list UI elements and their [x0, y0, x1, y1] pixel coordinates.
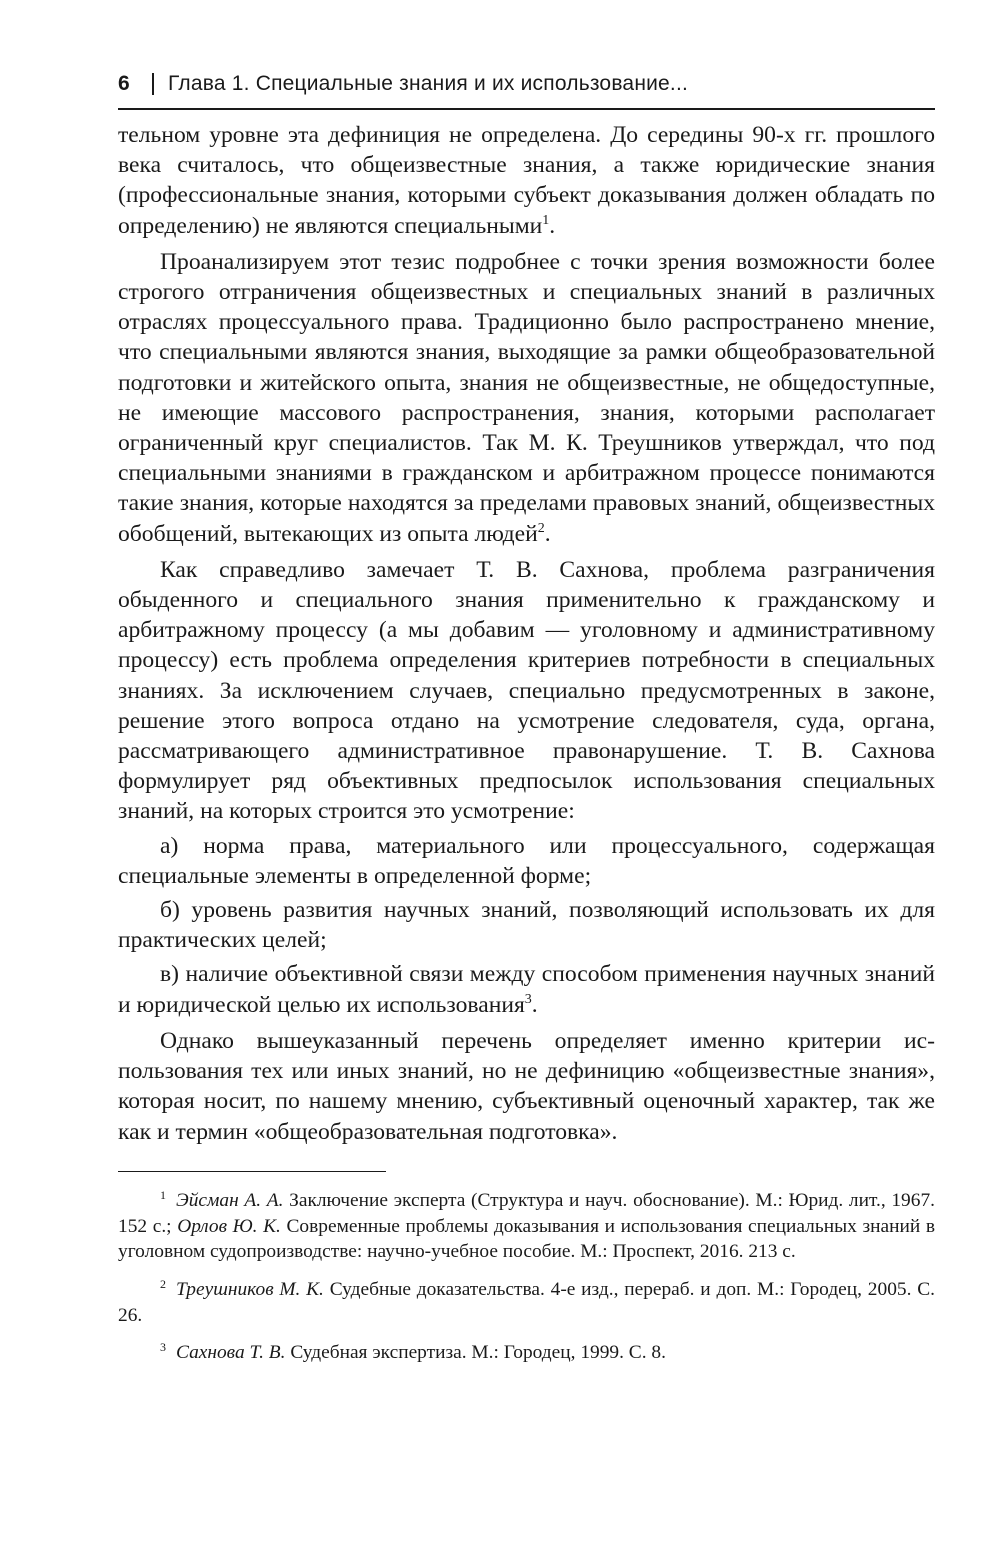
footnote-3: [118, 1340, 935, 1366]
paragraph-3: [118, 555, 935, 827]
list-item-a: [118, 831, 935, 891]
paragraph-text: Как справедливо замечает Т. В. Сахнова, проблема разграничения обыденного и специального знания применительно к гражданскому и арбитражному процессу (а мы добавим — уголовному и административному процессу) есть проблема определения критериев потребности в специальных знаниях. За исключением случаев, специально предусмотренных в законе, решение этого вопроса отдано на усмотрение следователя, суда, органа, рассматривающего административное правонарушение. Т. В. Сахнова формулирует ряд объективных предпосылок использования специальных знаний, на которых строится это усмотрение:: [118, 556, 935, 825]
main-text: [118, 120, 935, 1147]
footnote-mark: 2: [160, 1276, 166, 1291]
footnote-author: Сахнова Т. В.: [176, 1342, 286, 1364]
page-number: 6: [118, 72, 130, 95]
paragraph-text: Проанализируем этот тезис подробнее с точки зрения возможности более строгого отграничения общеизвестных и специальных знаний в различных отраслях процессуального права. Традиционно было распространено мнение, что специальными являются знания, выходящие за рамки общеобразовательной подготовки и житейского опыта, знания не общеизвестные, не общедоступные, не имеющие массового распространения, знания, которыми располагает ограниченный круг специалистов. Так М. К. Треушников утверждал, что под специальными знаниями в гражданском и арбитражном процессе понимаются такие знания, которые находятся за пределами правовых знаний, общеизвестных обобщений, вытекающих из опыта людей: [118, 248, 935, 547]
list-item-c: в) наличие объективной связи между способом применения научных знаний и юридической целью их использования$^3$.: [118, 961, 935, 1018]
paragraph-text: тельном уровне эта дефиниция не определена. До середины 90-х гг. прошлого века считалось, что общеизвестные знания, а также юридические знания (профессиональные знания, которыми субъект доказывания должен обладать по определению) не являются специальными: [118, 122, 935, 239]
header-rule: [118, 108, 935, 110]
footnote-mark: 1: [160, 1187, 166, 1202]
footnote-rule: [118, 1171, 386, 1173]
footnote-author: Орлов Ю. К.: [177, 1215, 281, 1237]
footnote-text: Судебные доказательства. 4-е изд., перераб. и доп. М.: Городец, 2005. С. 26.: [118, 1278, 935, 1326]
list-item-b: [118, 895, 935, 955]
paragraph-text: б) уровень развития научных знаний, позволяющий использовать их для практических целей;: [118, 897, 935, 954]
header-separator: [152, 73, 154, 95]
footnote-author: Эйсман А. А.: [176, 1190, 284, 1212]
paragraph-text: а) норма права, материального или процессуального, содержащая специальные элементы в определенной форме;: [118, 832, 935, 889]
footnote-text: Заключение эксперта (Структура и науч. обоснование). М.: Юрид. лит., 1967. 152 с.;: [118, 1190, 935, 1237]
paragraph-2: Проанализируем этот тезис подробнее с точки зрения возможности более строгого отграничения общеизвестных и специальных знаний в различных отраслях процессуального права. Традиционно было распространено мнение, что специальными являются знания, выходящие за рамки общеобразовательной подготовки и житейского опыта, знания не общеизвестные, не общедоступные, не имеющие массового распространения, знания, которыми располагает ограниченный круг специалистов. Так М. К. Треушников утверждал, что под специальными знаниями в гражданском и арбитражном процессе понимаются такие знания, которые находятся за пределами правовых знаний, общеизвестных обобщений, вытекающих из опыта людей$^2$.: [118, 248, 935, 547]
footnote-ref: 2: [537, 520, 545, 536]
footnote-text: Судебная экспертиза. М.: Городец, 1999. С. 8.: [285, 1342, 666, 1364]
paragraph-1: тельном уровне эта дефиниция не определена. До середины 90-х гг. прошлого века считалось, что общеизвестные знания, а также юридические знания (профессиональные знания, которыми субъект доказывания должен обладать по определению) не являются специальными$^1$.: [118, 122, 935, 239]
running-header: [118, 60, 935, 108]
footnote-ref: 1: [542, 212, 550, 228]
book-page: [118, 60, 935, 1378]
paragraph-text: в) наличие объективной связи между способом применения научных знаний и юридической целью их использования: [118, 961, 935, 1018]
footnote-1: [118, 1188, 935, 1265]
chapter-title: Глава 1. Специальные знания и их использование...: [168, 72, 689, 95]
paragraph-text: Однако вышеуказанный перечень определяет именно критерии использования тех или иных знаний, но не дефиницию «общеизвестные знания», которая носит, по нашему мнению, субъективный оценочный характер, так же как и термин «общеобразовательная подготовка».: [118, 1027, 935, 1145]
footnote-mark: 3: [160, 1339, 166, 1354]
footnote-text: Современные проблемы доказывания и использования специальных знаний в уголовном судопроизводстве: научно-учебное пособие. М.: Проспект, 2016. 213 с.: [118, 1215, 936, 1263]
footnote-2: [118, 1277, 935, 1328]
paragraph-7: [118, 1026, 935, 1147]
footnote-author: Треушников М. К.: [176, 1278, 324, 1300]
footnotes: [118, 1188, 935, 1366]
footnote-ref: 3: [524, 991, 532, 1007]
